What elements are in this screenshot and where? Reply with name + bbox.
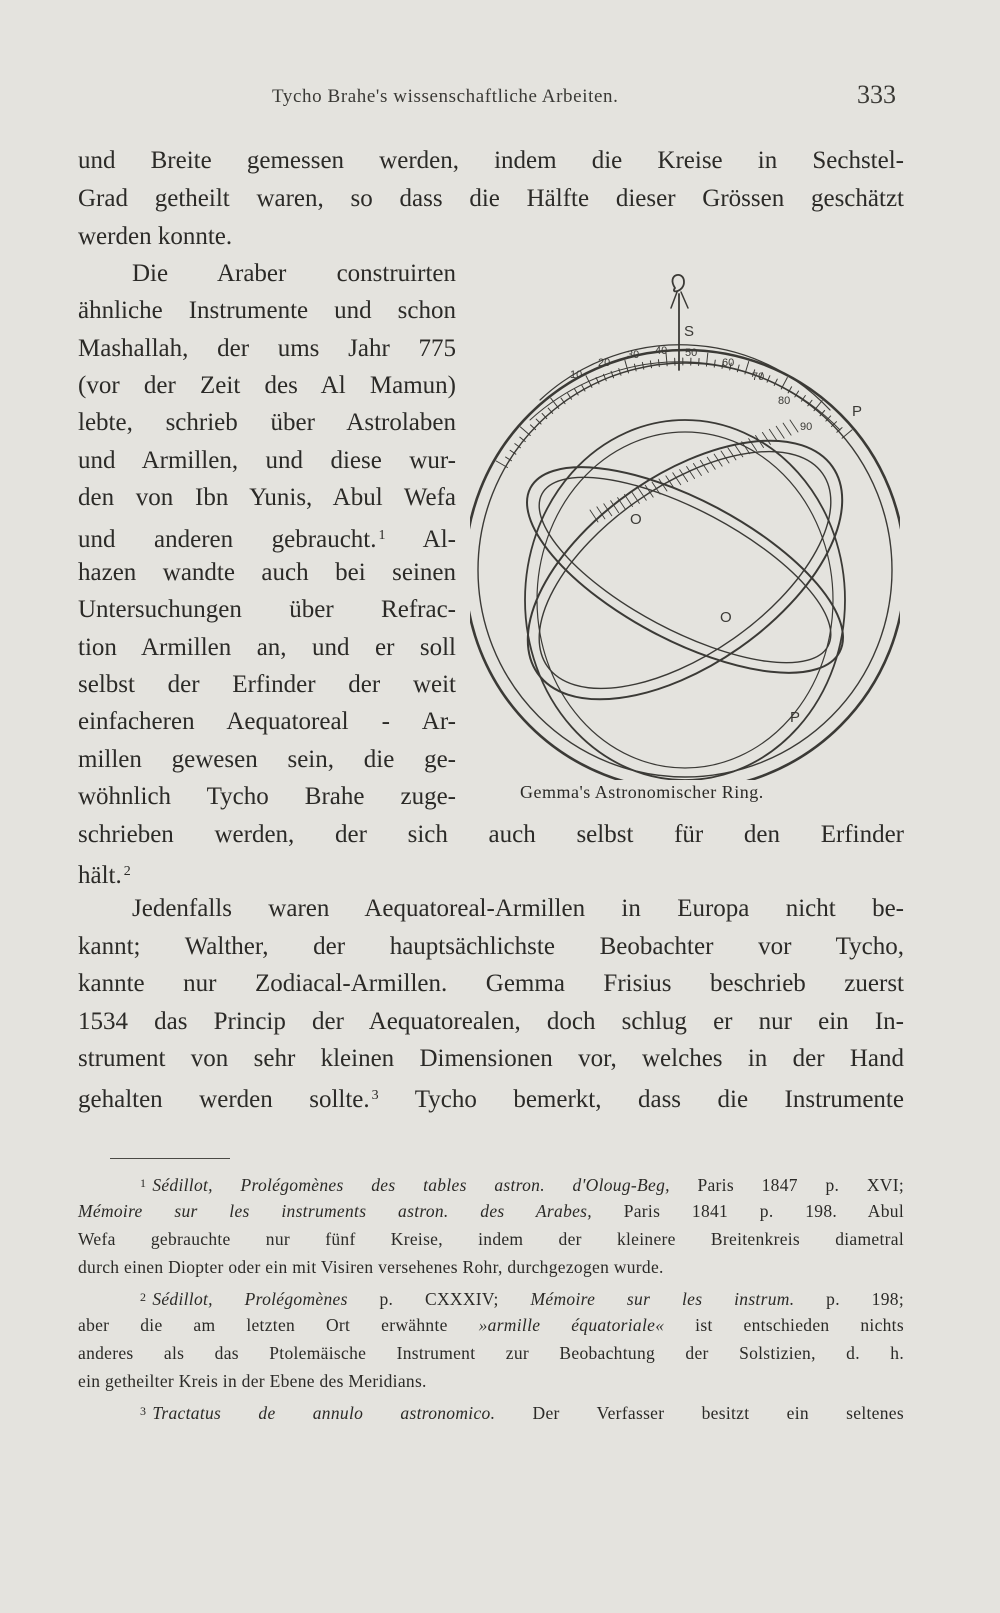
page-number: 333	[857, 80, 896, 109]
body-line: ähnliche Instrumente und schon	[78, 297, 456, 324]
scale-label: 80	[778, 395, 791, 407]
letter-o-upper: O	[630, 511, 642, 528]
body-line: schrieben werden, der sich auch selbst für den Erfinder	[78, 821, 904, 848]
footnote-number: 2	[140, 1290, 147, 1304]
body-line: Mashallah, der ums Jahr 775	[78, 335, 456, 362]
scale-tick	[814, 401, 822, 411]
band-hatch	[728, 448, 736, 460]
footnote-number: 1	[140, 1176, 147, 1190]
scale-label: 70	[752, 371, 765, 383]
scale-tick	[714, 360, 715, 367]
scale-tick	[781, 378, 787, 389]
scale-tick	[586, 376, 592, 388]
band-hatch	[638, 488, 646, 500]
armillary-ring-illustration	[470, 270, 900, 780]
band-hatch	[790, 420, 798, 432]
band-hatch	[714, 454, 722, 466]
scale-label: 40	[655, 345, 668, 357]
footnote-line: anderes als das Ptolemäische Instrument zur Beobachtung der Solstizien, d. h.	[78, 1343, 904, 1363]
band-hatch	[604, 504, 612, 516]
body-line: Untersuchungen über Refrac-	[78, 596, 456, 623]
body-line: millen gewesen sein, die ge-	[78, 746, 456, 773]
scale-label: 50	[685, 347, 698, 359]
band-hatch	[776, 426, 784, 438]
body-line: kannte nur Zodiacal-Armillen. Gemma Frisius beschrieb zuerst	[78, 970, 904, 997]
letter-o-lower: O	[720, 609, 732, 626]
body-line: selbst der Erfinder der weit	[78, 671, 456, 698]
footnote-line: Mémoire sur les instruments astron. des Arabes, Paris 1841 p. 198. Abul	[78, 1201, 904, 1221]
body-line: lebte, schrieb über Astrolaben	[78, 409, 456, 436]
footnote-line: ein getheilter Kreis in der Ebene des Meridians.	[78, 1371, 427, 1391]
footnote-line: aber die am letzten Ort erwähnte »armille équatoriale« ist entschieden nichts	[78, 1315, 904, 1335]
body-line: strument von sehr kleinen Dimensionen vor, welches in der Hand	[78, 1045, 904, 1072]
scale-tick	[650, 361, 651, 368]
footnote-marker: 3	[371, 1088, 379, 1103]
scale-tick	[642, 362, 643, 369]
figure-caption: Gemma's Astronomischer Ring.	[520, 782, 764, 802]
body-line: den von Ibn Yunis, Abul Wefa	[78, 484, 456, 511]
scale-label: 90	[800, 421, 813, 433]
footnote-separator	[110, 1158, 230, 1159]
scale-tick	[658, 360, 659, 367]
body-line: einfacheren Aequatoreal - Ar-	[78, 708, 456, 735]
body-line: gehalten werden sollte. $^3$ Tycho bemerkt, dass die Instrumente	[78, 1086, 904, 1113]
footnote-line: $^1$ Sédillot, Prolégomènes des tables astron. d'Oloug-Beg, Paris 1847 p. XVI;	[140, 1175, 904, 1195]
scale-label: 30	[627, 349, 640, 361]
footnote-line: Wefa gebrauchte nur fünf Kreise, indem der kleinere Breitenkreis diametral	[78, 1229, 904, 1249]
body-line: und Breite gemessen werden, indem die Kreise in Sechstel-	[78, 147, 904, 174]
footnote-line: $^2$ Sédillot, Prolégomènes p. CXXXIV; Mémoire sur les instrum. p. 198;	[140, 1289, 904, 1309]
body-line: Jedenfalls waren Aequatoreal-Armillen in Europa nicht be-	[132, 895, 904, 922]
scale-tick	[496, 461, 507, 468]
body-line: Grad getheilt waren, so dass die Hälfte dieser Grössen geschätzt	[78, 185, 904, 212]
scale-label: 10	[570, 369, 583, 381]
footnote-marker: 1	[378, 528, 386, 543]
body-line: tion Armillen an, und er soll	[78, 634, 456, 661]
running-title: Tycho Brahe's wissenschaftliche Arbeiten.	[272, 86, 619, 107]
body-line: kannt; Walther, der hauptsächlichste Beobachter vor Tycho,	[78, 933, 904, 960]
band-hatch	[624, 494, 632, 506]
figure-armillary-ring	[470, 270, 900, 810]
body-line: hält. $^2$	[78, 862, 131, 889]
footnote-line: durch einen Diopter oder ein mit Visiren versehenes Rohr, durchgezogen wurde.	[78, 1257, 664, 1277]
scale-tick	[842, 430, 852, 438]
scale-label: 20	[598, 357, 611, 369]
band-hatch	[590, 510, 598, 522]
body-line: 1534 das Princip der Aequatorealen, doch schlug er nur ein In-	[78, 1008, 904, 1035]
body-line: wöhnlich Tycho Brahe zuge-	[78, 783, 456, 810]
scale-label: 60	[722, 357, 735, 369]
footnote-marker: 2	[123, 864, 131, 879]
footnote-number: 3	[140, 1404, 147, 1418]
body-line: (vor der Zeit des Al Mamun)	[78, 372, 456, 399]
running-header	[0, 80, 1000, 114]
footnote-line: $^3$ Tractatus de annulo astronomico. Der Verfasser besitzt ein seltenes	[140, 1403, 904, 1423]
scale-tick	[520, 427, 530, 436]
letter-p-bottom: P	[790, 709, 801, 726]
letter-p-right: P	[852, 403, 863, 420]
body-line: und Armillen, und diese wur-	[78, 447, 456, 474]
letter-s: S	[684, 323, 695, 340]
body-line: und anderen gebraucht. $^1$ Al-	[78, 526, 456, 553]
band-hatch	[769, 429, 777, 441]
body-line: hazen wandte auch bei seinen	[78, 559, 456, 586]
band-hatch	[783, 423, 791, 435]
body-line: Die Araber construirten	[132, 260, 456, 287]
body-line: werden konnte.	[78, 223, 233, 250]
